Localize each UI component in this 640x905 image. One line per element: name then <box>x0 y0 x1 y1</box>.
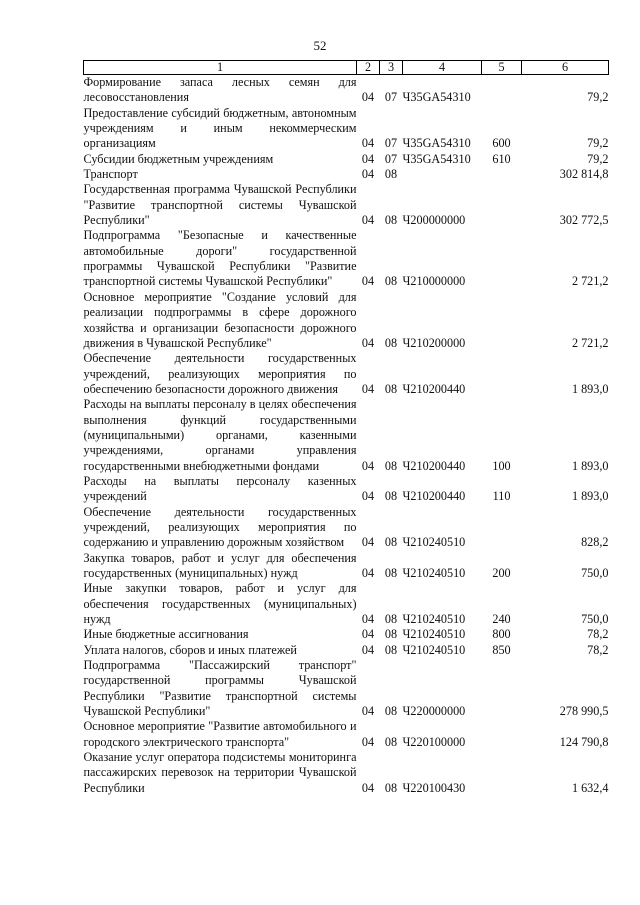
row-subsection: 08 <box>384 704 398 719</box>
row-subsection: 07 <box>384 90 398 105</box>
row-expense-type <box>482 228 522 289</box>
row-amount: 750,0 <box>581 612 609 627</box>
table-row <box>84 505 609 551</box>
row-target-code: Ч210240510 <box>402 642 466 657</box>
row-name: Формирование запаса лесных семян для лесовосстановления <box>83 75 357 105</box>
row-name: Расходы на выплаты персоналу казенных учреждений <box>83 473 357 504</box>
table-row <box>84 551 609 582</box>
row-name: Основное мероприятие "Развитие автомобильного и городского электрического транспорта" <box>83 719 357 749</box>
row-amount: 1 893,0 <box>571 458 609 473</box>
row-amount: 79,2 <box>587 136 609 151</box>
row-name: Транспорт <box>83 167 138 182</box>
row-amount: 79,2 <box>587 151 609 166</box>
row-target-code: Ч210200000 <box>402 335 466 350</box>
row-name: Иные закупки товаров, работ и услуг для обеспечения государственных (муниципальных) нужд <box>83 581 357 627</box>
row-target-code: Ч210240510 <box>402 566 466 580</box>
row-amount: 78,2 <box>587 627 609 642</box>
row-target-code: Ч220100430 <box>402 780 466 795</box>
row-target-code: Ч210240510 <box>402 535 466 550</box>
row-name: Обеспечение деятельности государственных учреждений, реализующих мероприятия по содержанию и управлению дорожным хозяйством <box>83 504 357 550</box>
row-target-code: Ч200000000 <box>402 213 466 228</box>
row-section: 04 <box>361 458 375 473</box>
row-subsection: 08 <box>384 381 398 396</box>
row-amount: 124 790,8 <box>559 734 609 749</box>
row-expense-type: 100 <box>492 458 511 473</box>
row-expense-type <box>482 719 522 750</box>
row-expense-type: 600 <box>492 136 511 151</box>
row-name: Предоставление субсидий бюджетным, автономным учреждениям и иным некоммерческим организациям <box>83 105 357 151</box>
table-row <box>84 106 609 152</box>
table-header-row <box>84 61 609 75</box>
row-subsection: 08 <box>384 642 398 657</box>
row-target-code: Ч210000000 <box>402 274 466 289</box>
row-amount: 1 632,4 <box>571 780 609 795</box>
row-target-code: Ч210200440 <box>402 381 466 396</box>
row-name: Подпрограмма "Пассажирский транспорт" государственной программы Чувашской Республики "Развитие транспортной системы Чувашской Республики" <box>83 658 357 719</box>
table-row <box>84 627 609 642</box>
row-expense-type <box>482 505 522 551</box>
header-col-2: 2 <box>357 61 380 75</box>
page-number: 52 <box>313 38 327 53</box>
row-amount: 2 721,2 <box>571 335 609 350</box>
table-row <box>84 290 609 351</box>
row-target-code <box>403 167 482 182</box>
row-section: 04 <box>361 780 375 795</box>
row-amount: 1 893,0 <box>571 489 609 504</box>
row-target-code: Ч210240510 <box>402 612 466 627</box>
table-row <box>84 643 609 658</box>
row-subsection: 08 <box>384 734 398 749</box>
row-target-code: Ч210200440 <box>402 458 466 473</box>
row-expense-type: 200 <box>492 566 511 580</box>
row-section: 04 <box>361 90 375 105</box>
row-section: 04 <box>361 274 375 289</box>
row-amount: 828,2 <box>581 535 609 550</box>
row-section: 04 <box>361 535 375 550</box>
table-row <box>84 474 609 505</box>
row-name: Расходы на выплаты персоналу в целях обеспечения выполнения функций государственными (муниципальными) органами, казенными учреждениями, органами управления государственными внебюджетными фондами <box>83 397 357 473</box>
row-subsection: 08 <box>384 627 398 642</box>
row-name: Иные бюджетные ассигнования <box>83 627 249 642</box>
row-target-code: Ч35GA54310 <box>402 136 471 151</box>
row-section: 04 <box>361 566 375 580</box>
table-row <box>84 351 609 397</box>
row-subsection: 07 <box>384 151 398 166</box>
row-expense-type <box>482 75 522 106</box>
row-name: Закупка товаров, работ и услуг для обеспечения государственных (муниципальных) нужд <box>83 550 357 580</box>
table-row <box>84 228 609 289</box>
row-target-code: Ч220000000 <box>402 704 466 719</box>
table-row <box>84 167 609 182</box>
row-name: Подпрограмма "Безопасные и качественные автомобильные дороги" государственной программы Чувашской Республики "Развитие транспортной системы Чувашской Республики" <box>83 228 357 289</box>
row-amount: 302 772,5 <box>559 213 609 228</box>
row-subsection: 08 <box>384 213 398 228</box>
row-subsection: 08 <box>384 535 398 550</box>
row-name: Обеспечение деятельности государственных учреждений, реализующих мероприятия по обеспечению безопасности дорожного движения <box>83 351 357 396</box>
header-col-1: 1 <box>84 61 357 75</box>
row-section: 04 <box>361 704 375 719</box>
row-target-code: Ч35GA54310 <box>402 90 471 105</box>
row-target-code: Ч210240510 <box>402 627 466 642</box>
row-subsection: 08 <box>384 274 398 289</box>
row-amount: 278 990,5 <box>559 704 609 719</box>
row-expense-type <box>482 351 522 397</box>
row-subsection: 08 <box>384 335 398 350</box>
row-section: 04 <box>361 642 375 657</box>
table-row <box>84 152 609 167</box>
row-expense-type <box>482 182 522 228</box>
table-row <box>84 581 609 627</box>
row-subsection: 08 <box>384 566 398 580</box>
row-subsection: 07 <box>384 136 398 151</box>
row-expense-type <box>482 658 522 719</box>
header-col-3: 3 <box>380 61 403 75</box>
header-col-4: 4 <box>403 61 482 75</box>
header-col-6: 6 <box>522 61 609 75</box>
row-expense-type <box>482 167 522 182</box>
row-amount: 78,2 <box>587 642 609 657</box>
table-row <box>84 75 609 106</box>
budget-table <box>83 60 609 796</box>
row-amount: 2 721,2 <box>571 274 609 289</box>
row-target-code: Ч210200440 <box>402 489 466 504</box>
row-name: Государственная программа Чувашской Республики "Развитие транспортной системы Чувашской Республики" <box>83 182 357 228</box>
row-amount: 79,2 <box>587 90 609 105</box>
row-amount: 1 893,0 <box>571 381 609 396</box>
row-target-code: Ч220100000 <box>402 734 466 749</box>
row-section: 04 <box>361 136 375 151</box>
row-section: 04 <box>361 627 375 642</box>
row-expense-type: 240 <box>492 612 511 627</box>
row-amount: 750,0 <box>581 566 609 580</box>
row-target-code: Ч35GA54310 <box>402 151 471 166</box>
row-name: Субсидии бюджетным учреждениям <box>83 151 274 166</box>
row-subsection: 08 <box>384 167 398 182</box>
row-expense-type: 800 <box>492 627 511 642</box>
row-subsection: 08 <box>384 780 398 795</box>
row-section: 04 <box>361 612 375 627</box>
row-subsection: 08 <box>384 458 398 473</box>
table-row <box>84 750 609 796</box>
table-row <box>84 397 609 474</box>
table-row <box>84 658 609 719</box>
row-expense-type <box>482 750 522 796</box>
row-section: 04 <box>361 213 375 228</box>
row-expense-type: 850 <box>492 642 511 657</box>
row-name: Основное мероприятие "Создание условий для реализации подпрограммы в сфере дорожного хозяйства и организации безопасности дорожного движения в Чувашской Республике" <box>83 289 357 350</box>
row-subsection: 08 <box>384 489 398 504</box>
row-expense-type <box>482 290 522 351</box>
row-expense-type: 110 <box>492 489 511 504</box>
row-section: 04 <box>361 335 375 350</box>
row-expense-type: 610 <box>492 151 511 166</box>
row-section: 04 <box>361 167 375 182</box>
row-subsection: 08 <box>384 612 398 627</box>
table-row <box>84 719 609 750</box>
table-row <box>84 182 609 228</box>
row-name: Уплата налогов, сборов и иных платежей <box>83 642 297 657</box>
header-col-5: 5 <box>482 61 522 75</box>
row-amount: 302 814,8 <box>559 167 609 182</box>
row-section: 04 <box>361 151 375 166</box>
row-section: 04 <box>361 381 375 396</box>
row-section: 04 <box>361 734 375 749</box>
row-name: Оказание услуг оператора подсистемы мониторинга пассажирских перевозок на территории Чувашской Республики <box>83 750 357 795</box>
row-section: 04 <box>361 489 375 504</box>
